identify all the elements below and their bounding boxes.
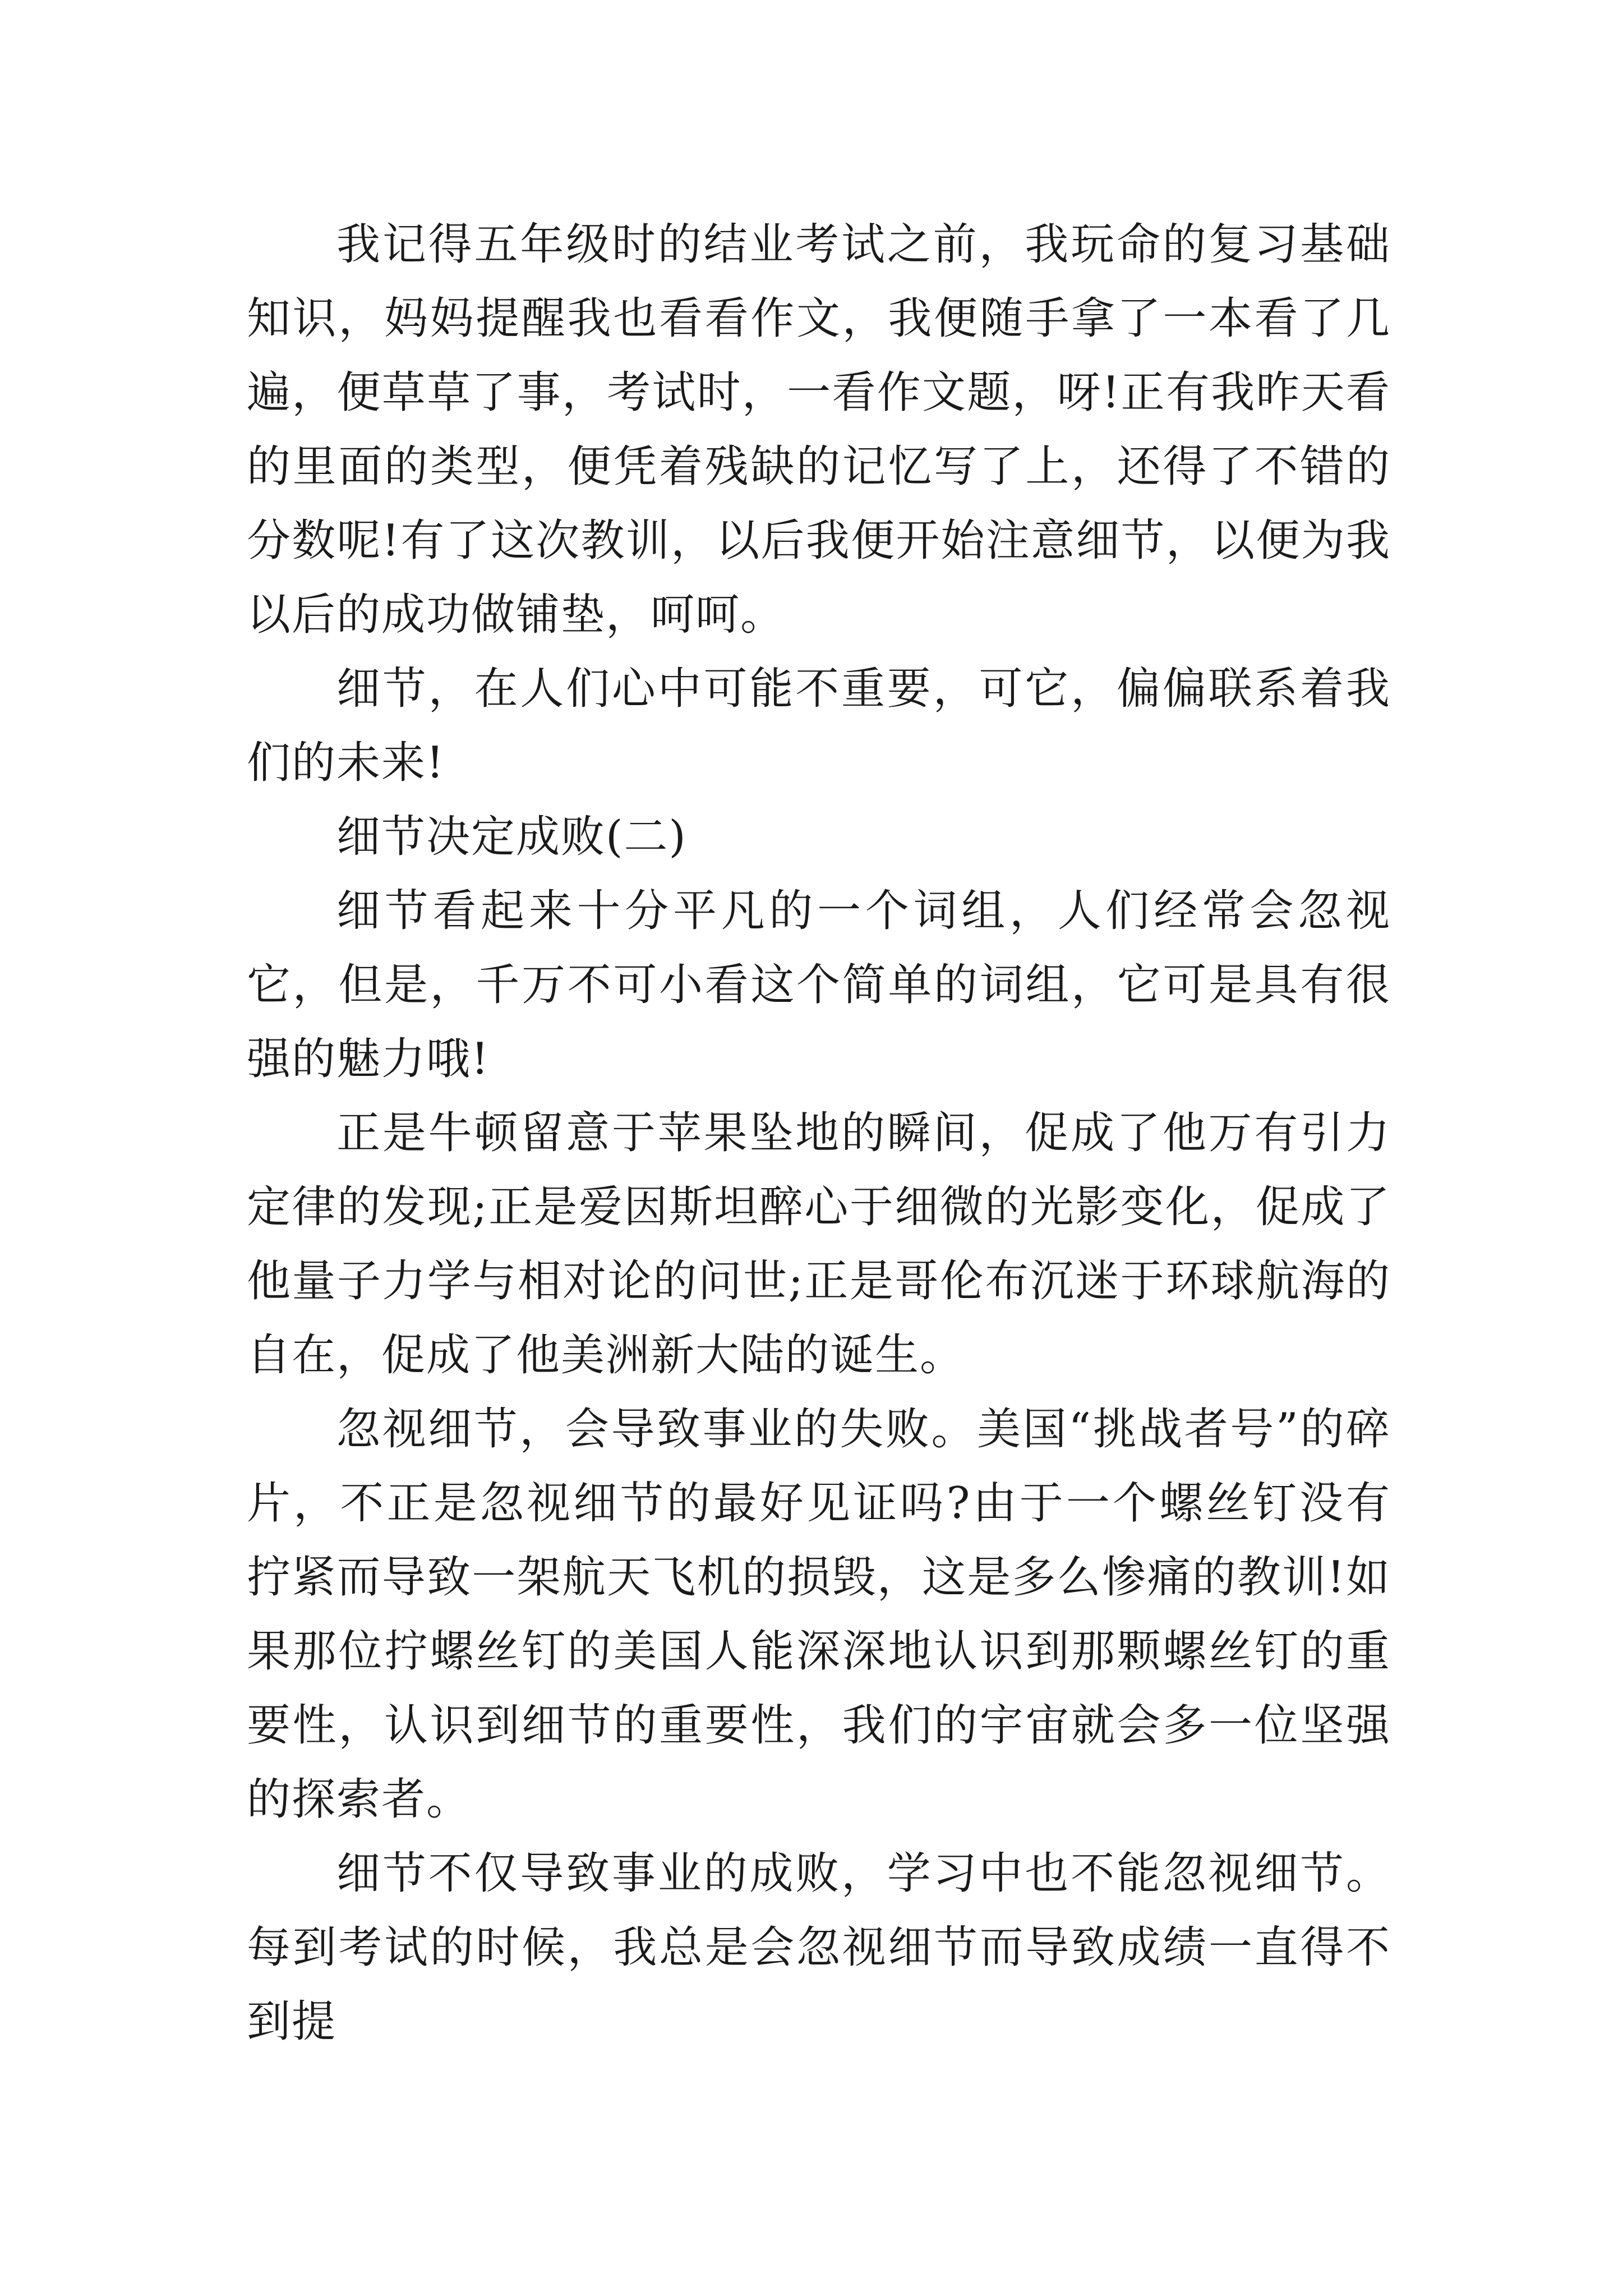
paragraph-study-details: 细节不仅导致事业的成败，学习中也不能忽视细节。每到考试的时候，我总是会忽视细节而导致成绩一直得不到提 xyxy=(247,1848,1391,2047)
section-heading: 细节决定成败(二) xyxy=(336,812,687,862)
paragraph-famous-examples: 正是牛顿留意于苹果坠地的瞬间，促成了他万有引力定律的发现;正是爱因斯坦醉心于细微的光影变化，促成了他量子力学与相对论的问世;正是哥伦布沉迷于环球航海的自在，促成了他美洲新大陆的诞生。 xyxy=(247,1108,1391,1381)
paragraph-challenger: 忽视细节，会导致事业的失败。美国“挑战者号”的碎片，不正是忽视细节的最好见证吗?由于一个螺丝钉没有拧紧而导致一架航天飞机的损毁，这是多么惨痛的教训!如果那位拧螺丝钉的美国人能深深地认识到那颗螺丝钉的重要性，认识到细节的重要性，我们的宇宙就会多一位坚强的探索者。 xyxy=(247,1404,1391,1825)
document-body xyxy=(247,208,1391,2059)
paragraph-exam-memory: 我记得五年级时的结业考试之前，我玩命的复习基础知识，妈妈提醒我也看看作文，我便随手拿了一本看了几遍，便草草了事，考试时，一看作文题，呀!正有我昨天看的里面的类型，便凭着残缺的记忆写了上，还得了不错的分数呢!有了这次教训，以后我便开始注意细节，以便为我以后的成功做铺垫，呵呵。 xyxy=(247,219,1391,640)
paragraph-details-future: 细节，在人们心中可能不重要，可它，偏偏联系着我们的未来! xyxy=(247,664,1391,788)
paragraph-details-intro: 细节看起来十分平凡的一个词组，人们经常会忽视它，但是，千万不可小看这个简单的词组，它可是具有很强的魅力哦! xyxy=(247,886,1391,1084)
